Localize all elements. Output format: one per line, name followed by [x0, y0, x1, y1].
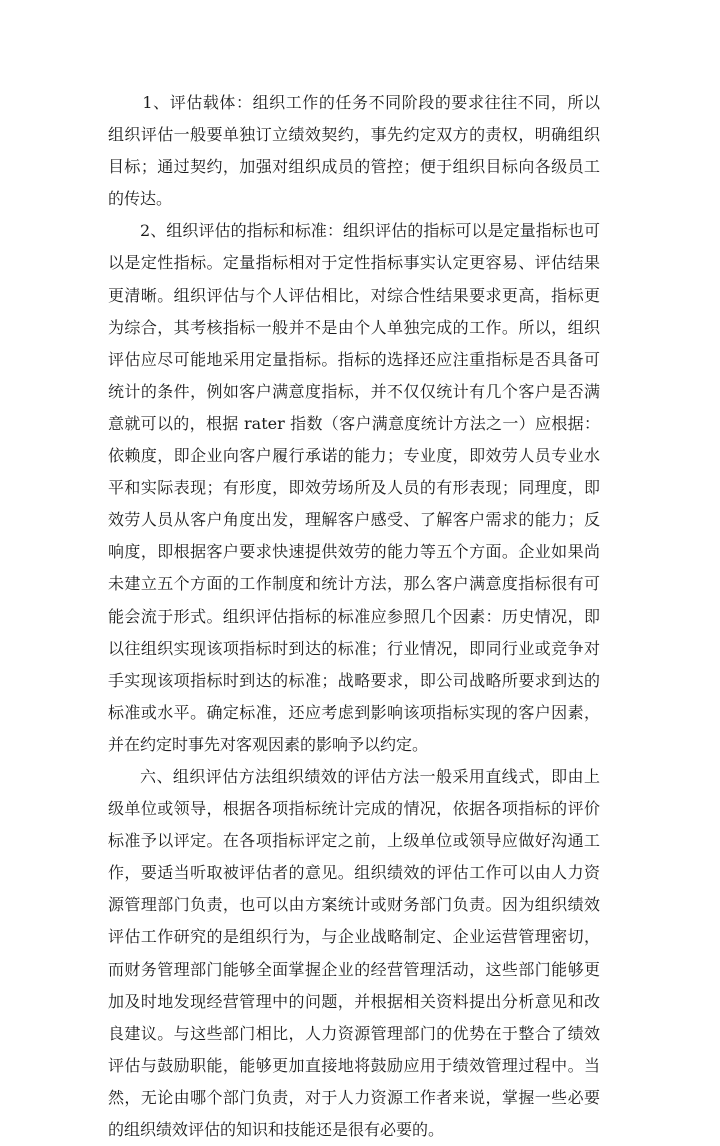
paragraph-evaluation-carrier: 1、评估载体：组织工作的任务不同阶段的要求往往不同，所以组织评估一般要单独订立绩效契约，事先约定双方的责权，明确组织目标；通过契约，加强对组织成员的管控；便于组织目标向各级员工的传达。: [108, 93, 600, 209]
document-page: [108, 87, 600, 1146]
paragraph-indicators-and-standards: 2、组织评估的指标和标准：组织评估的指标可以是定量指标也可以是定性指标。定量指标相对于定性指标事实认定更容易、评估结果更清晰。组织评估与个人评估相比，对综合性结果要求更高，指标更为综合，其考核指标一般并不是由个人单独完成的工作。所以，组织评估应尽可能地采用定量指标。指标的选择还应注重指标是否具备可统计的条件，例如客户满意度指标，并不仅仅统计有几个客户是否满意就可以的，根据 rater 指数（客户满意度统计方法之一）应根据：依赖度，即企业向客户履行承诺的能力；专业度，即效劳人员专业水平和实际表现；有形度，即效劳场所及人员的有形表现；同理度，即效劳人员从客户角度出发，理解客户感受、了解客户需求的能力；反响度，即根据客户要求快速提供效劳的能力等五个方面。企业如果尚未建立五个方面的工作制度和统计方法，那么客户满意度指标很有可能会流于形式。组织评估指标的标准应参照几个因素：历史情况，即以往组织实现该项指标时到达的标准；行业情况，即同行业或竞争对手实现该项指标时到达的标准；战略要求，即公司战略所要求到达的标准或水平。确定标准，还应考虑到影响该项指标实现的客户因素，并在约定时事先对客观因素的影响予以约定。: [108, 221, 600, 754]
paragraph-evaluation-methods: 六、组织评估方法组织绩效的评估方法一般采用直线式，即由上级单位或领导，根据各项指标统计完成的情况，依据各项指标的评价标准予以评定。在各项指标评定之前，上级单位或领导应做好沟通工作，要适当听取被评估者的意见。组织绩效的评估工作可以由人力资源管理部门负责，也可以由方案统计或财务部门负责。因为组织绩效评估工作研究的是组织行为，与企业战略制定、企业运营管理密切，而财务管理部门能够全面掌握企业的经营管理活动，这些部门能够更加及时地发现经营管理中的问题，并根据相关资料提出分析意见和改良建议。与这些部门相比，人力资源管理部门的优势在于整合了绩效评估与鼓励职能，能够更加直接地将鼓励应用于绩效管理过程中。当然，无论由哪个部门负责，对于人力资源工作者来说，掌握一些必要的组织绩效评估的知识和技能还是很有必要的。: [108, 766, 600, 1139]
